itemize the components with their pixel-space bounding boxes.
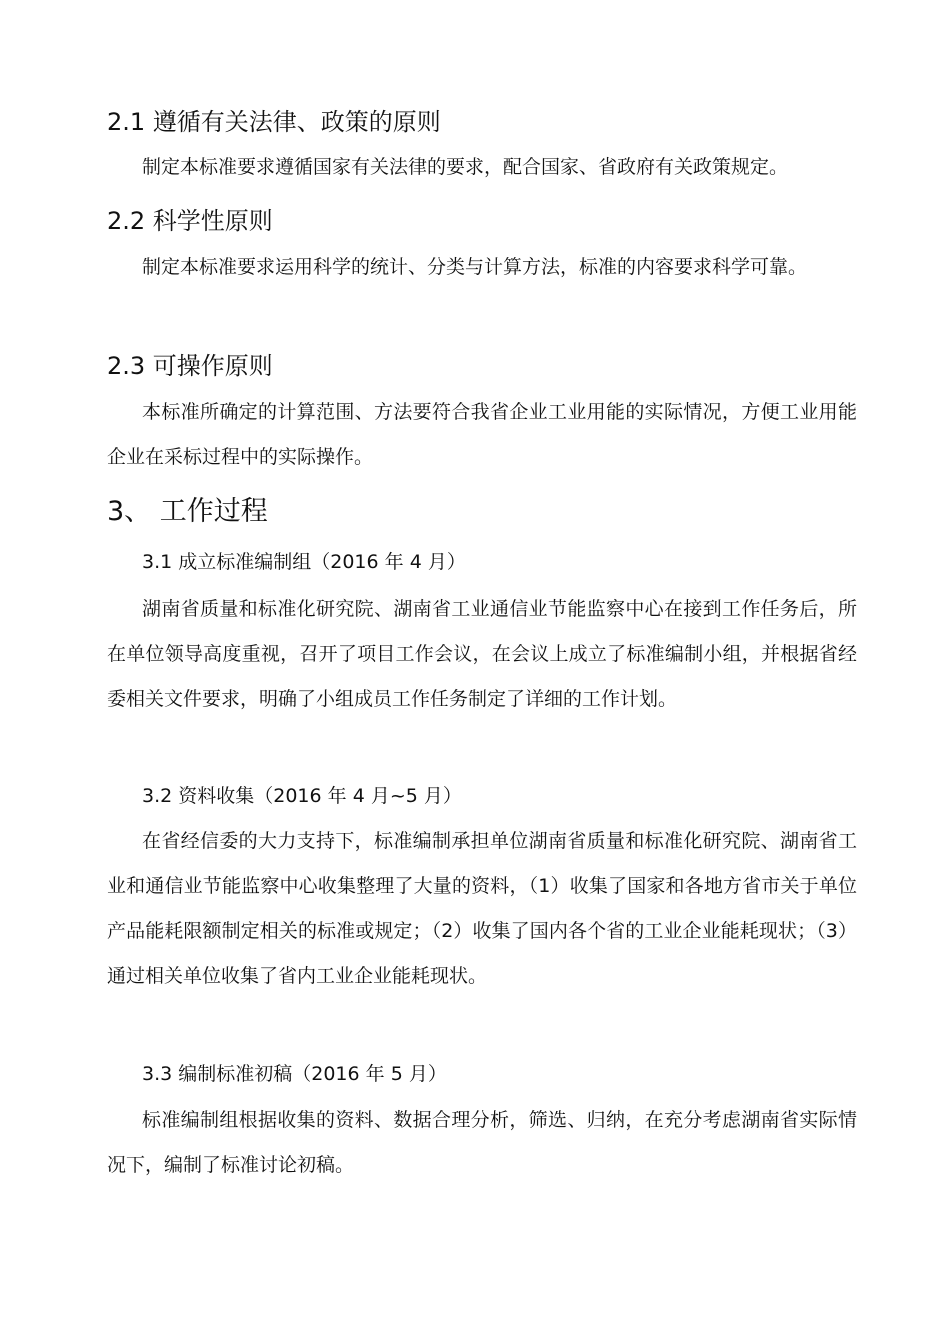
- section-3-1-body: 湖南省质量和标准化研究院、湖南省工业通信业节能监察中心在接到工作任务后，所在单位领导高度重视，召开了项目工作会议，在会议上成立了标准编制小组，并根据省经委相关文件要求，明确了小组成员工作任务制定了详细的工作计划。: [107, 598, 857, 710]
- section-3-3-body: 标准编制组根据收集的资料、数据合理分析，筛选、归纳，在充分考虑湖南省实际情况下，编制了标准讨论初稿。: [107, 1109, 857, 1176]
- section-3-heading: 3、 工作过程: [107, 496, 268, 527]
- section-3-1-heading: 3.1 成立标准编制组（2016 年 4 月）: [142, 551, 466, 573]
- section-2-3-body: 本标准所确定的计算范围、方法要符合我省企业工业用能的实际情况，方便工业用能企业在采标过程中的实际操作。: [107, 401, 857, 468]
- section-3-2-heading: 3.2 资料收集（2016 年 4 月~5 月）: [142, 785, 462, 807]
- section-2-2-heading: 2.2 科学性原则: [107, 207, 273, 235]
- section-3-3-heading: 3.3 编制标准初稿（2016 年 5 月）: [142, 1063, 447, 1085]
- section-2-2-body: 制定本标准要求运用科学的统计、分类与计算方法，标准的内容要求科学可靠。: [142, 256, 808, 278]
- section-2-1-body: 制定本标准要求遵循国家有关法律的要求，配合国家、省政府有关政策规定。: [142, 156, 789, 178]
- section-3-2-body: 在省经信委的大力支持下，标准编制承担单位湖南省质量和标准化研究院、湖南省工业和通信业节能监察中心收集整理了大量的资料，（1）收集了国家和各地方省市关于单位产品能耗限额制定相关的标准或规定；（2）收集了国内各个省的工业企业能耗现状；（3）通过相关单位收集了省内工业企业能耗现状。: [107, 830, 857, 987]
- section-2-3-heading: 2.3 可操作原则: [107, 352, 273, 380]
- section-2-1-heading: 2.1 遵循有关法律、政策的原则: [107, 108, 441, 136]
